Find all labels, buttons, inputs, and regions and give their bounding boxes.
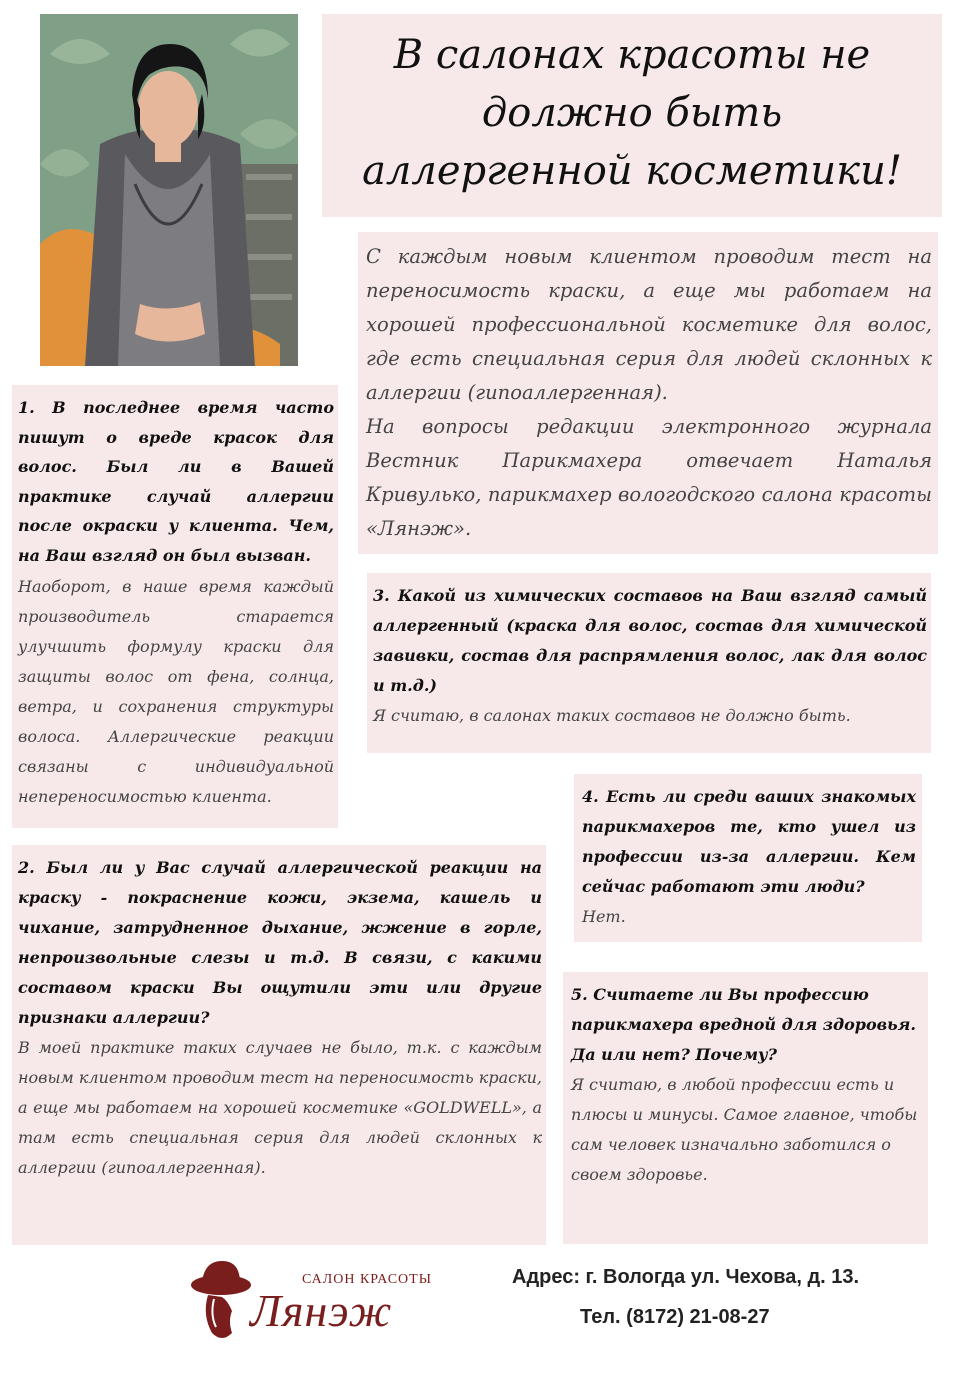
question-4: 4. Есть ли среди ваших знакомых парикмахеров те, кто ушел из профессии из-за аллергии. Кем сейчас работают эти люди? [582, 787, 916, 896]
salon-phone: Тел. (8172) 21-08-27 [580, 1306, 770, 1328]
title-panel [322, 14, 942, 217]
logo-wordmark: Лянэж [250, 1285, 393, 1336]
portrait-photo [40, 14, 298, 366]
question-2: 2. Был ли у Вас случай аллергической реакции на краску - покраснение кожи, экзема, кашель и чихание, затрудненное дыхание, жжение в горле, непроизвольные слезы и т.д. В связи, с какими составом краски Вы ощутили эти или другие признаки аллергии? [18, 858, 542, 1027]
question-1: 1. В последнее время часто пишут о вреде красок для волос. Был ли в Вашей практике случай аллергии после окраски у клиента. Чем, на Ваш взгляд он был вызван. [18, 398, 334, 565]
qa-block-1 [12, 385, 338, 828]
salon-address: Адрес: г. Вологда ул. Чехова, д. 13. [512, 1266, 860, 1288]
question-5: 5. Считаете ли Вы профессию парикмахера вредной для здоровья. Да или нет? Почему? [571, 985, 916, 1064]
logo-subtitle: САЛОН КРАСОТЫ [302, 1272, 432, 1287]
answer-1: Наоборот, в наше время каждый производитель старается улучшить формулу краски для защиты волос от фена, солнца, ветра, и сохранения структуры волоса. Аллергические реакции связаны с индивидуальной непереносимостью клиента. [18, 577, 334, 806]
qa-block-2 [12, 845, 546, 1245]
page-title: В салонах красоты не должно быть аллергенной косметики! [362, 32, 902, 194]
qa-block-3 [367, 573, 931, 753]
answer-4: Нет. [582, 907, 626, 926]
intro-paragraph-2: На вопросы редакции электронного журнала Вестник Парикмахера отвечает Наталья Кривулько, парикмахер вологодского салона красоты «Лянэж». [366, 415, 932, 540]
answer-3: Я считаю, в салонах таких составов не должно быть. [373, 706, 851, 725]
qa-block-5 [563, 972, 928, 1244]
answer-5: Я считаю, в любой профессии есть и плюсы и минусы. Самое главное, чтобы сам человек изначально заботился о своем здоровье. [571, 1075, 918, 1184]
question-3: 3. Какой из химических составов на Ваш взгляд самый аллергенный (краска для волос, состав для химической завивки, состав для распрямления волос, лак для волос и т.д.) [373, 586, 927, 695]
portrait-illustration [40, 14, 298, 366]
hat-lady-logo-icon [188, 1255, 258, 1345]
intro-panel [358, 232, 938, 554]
qa-block-4 [574, 774, 922, 942]
intro-paragraph-1: С каждым новым клиентом проводим тест на переносимость краски, а еще мы работаем на хорошей профессиональной косметике для волос, где есть специальная серия для людей склонных к аллергии (гипоаллергенная). [366, 245, 932, 404]
answer-2: В моей практике таких случаев не было, т.к. с каждым новым клиентом проводим тест на переносимость краски, а еще мы работаем на хорошей косметике «GOLDWELL», а там есть специальная серия для людей склонных к аллергии (гипоаллергенная). [18, 1038, 543, 1177]
